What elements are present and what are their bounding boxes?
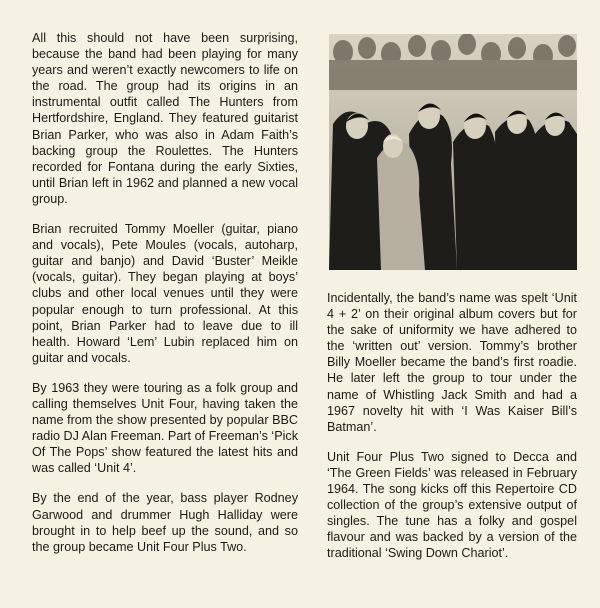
band-photo [329, 34, 577, 270]
right-text-column [327, 290, 577, 576]
paragraph: All this should not have been surprising, because the band had been playing for many years and weren’t exactly newcomers to life on the road. The group had its origins in an instrumental outfit called The Hunters from Hertfordshire, England. They featured guitarist Brian Parker, who was also in Adam Faith’s backing group the Roulettes. The Hunters recorded for Fontana during the early Sixties, until Brian left in 1962 and planned a new vocal group. [32, 31, 298, 206]
paragraph: Incidentally, the band’s name was spelt ‘Unit 4 + 2’ on their original album covers but for the sake of uniformity we have adhered to the ‘written out’ version. Tommy’s brother Billy Moeller became the band’s first roadie. He later left the group to tour under the name of Whistling Jack Smith and had a 1967 novelty hit with ‘I Was Kaiser Bill’s Batman’. [327, 291, 577, 434]
paragraph: By the end of the year, bass player Rodney Garwood and drummer Hugh Halliday were brought in to help beef up the sound, and so the group became Unit Four Plus Two. [32, 491, 298, 554]
paragraph: Unit Four Plus Two signed to Decca and ‘The Green Fields’ was released in February 1964. The song kicks off this Repertoire CD collection of the group’s extensive output of singles. The tune has a folky and gospel flavour and was backed by a version of the traditional ‘Swing Down Chariot’. [327, 449, 577, 561]
left-text-column [32, 30, 298, 569]
paragraph: By 1963 they were touring as a folk group and calling themselves Unit Four, having taken the name from the show presented by popular BBC radio DJ Alan Freeman. Part of Freeman’s ‘Pick Of The Pops’ show featured the latest hits and was called ‘Unit 4’. [32, 380, 298, 476]
paragraph: Brian recruited Tommy Moeller (guitar, piano and vocals), Pete Moules (vocals, autoharp, guitar and banjo) and David ‘Buster’ Meikle (vocals, guitar). They began playing at boys’ clubs and other local venues until they were popular enough to turn professional. At this point, Brian Parker had to leave due to ill health. Howard ‘Lem’ Lubin replaced him on guitar and vocals. [32, 222, 298, 365]
